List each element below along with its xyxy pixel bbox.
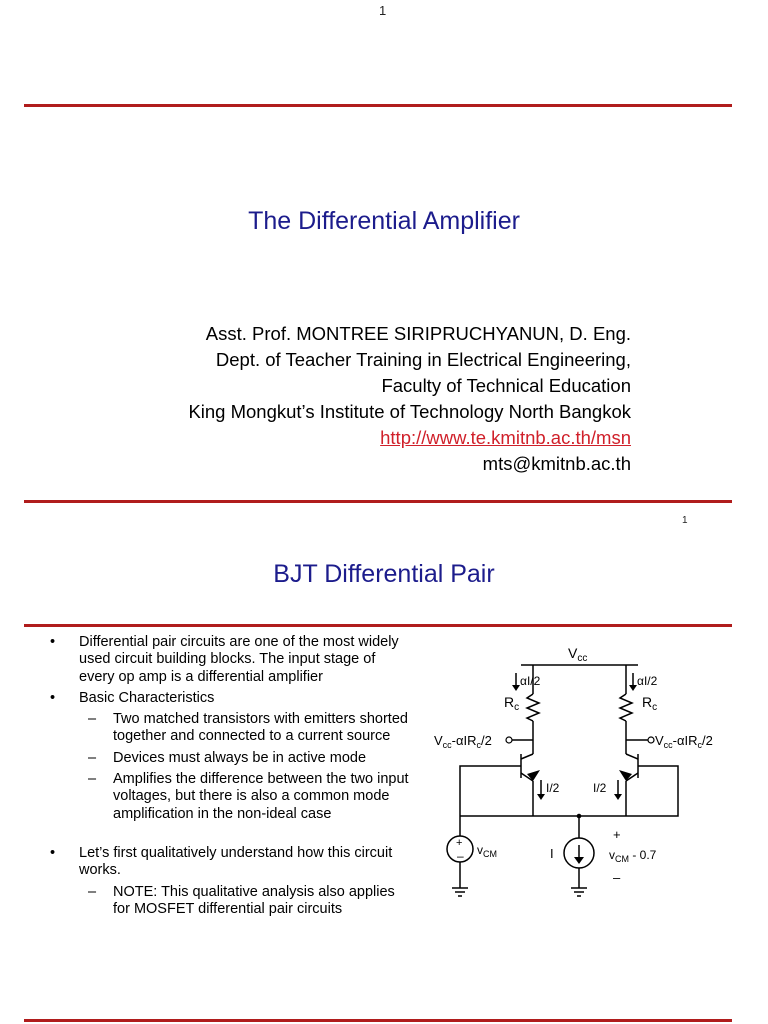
sub-bullet-item: – NOTE: This qualitative analysis also applies for MOSFET differential pair circuits xyxy=(50,884,410,919)
bullet-item: • Let’s first qualitatively understand how this circuit works. xyxy=(50,845,410,880)
bjt-differential-pair-circuit xyxy=(420,640,740,910)
top-rule xyxy=(24,104,732,107)
bullet-item: • Basic Characteristics xyxy=(50,690,410,707)
slide1-bottom-rule xyxy=(24,500,732,503)
svg-text:+: + xyxy=(456,837,463,849)
author-name: Asst. Prof. MONTREE SIRIPRUCHYANUN, D. Eng. xyxy=(205,323,631,344)
bullet-item: • Differential pair circuits are one of the most widely used circuit building blocks. The input stage of every op amp is a differential amplifier xyxy=(50,634,410,686)
sub-bullet-item: – Two matched transistors with emitters shorted together and connected to a current source xyxy=(50,711,410,746)
emitter-current-left: I/2 xyxy=(546,781,560,795)
collector-current-left: αI/2 xyxy=(520,674,541,688)
slide-title-bjt: BJT Differential Pair xyxy=(273,560,495,588)
author-block xyxy=(188,321,631,477)
slide2-title-rule xyxy=(24,624,732,627)
svg-text:–: – xyxy=(457,849,464,863)
tail-minus: – xyxy=(613,870,621,885)
resistor-left-label: $R_c$ xyxy=(504,694,520,713)
author-department: Dept. of Teacher Training in Electrical Engineering, xyxy=(215,349,631,370)
collector-voltage-left: $V_{cc}-\alpha IR_c/2$ xyxy=(434,733,492,750)
slide-title: The Differential Amplifier xyxy=(248,207,520,235)
tail-voltage-label: $v_{CM} - 0.7$ xyxy=(609,848,657,864)
author-institute: King Mongkut’s Institute of Technology North Bangkok xyxy=(188,401,631,422)
source-label: $v_{CM}$ xyxy=(477,843,497,859)
author-email: mts@kmitnb.ac.th xyxy=(482,453,631,474)
slide-footer-number: 1 xyxy=(682,515,688,526)
resistor-right-label: $R_c$ xyxy=(642,694,658,713)
author-faculty: Faculty of Technical Education xyxy=(381,375,631,396)
website-link[interactable]: http://www.te.kmitnb.ac.th/msn xyxy=(380,427,631,448)
page-number: 1 xyxy=(379,3,387,18)
sub-bullet-item: – Devices must always be in active mode xyxy=(50,750,410,767)
collector-voltage-right: $V_{cc}-\alpha IR_c/2$ xyxy=(655,733,713,750)
bullet-list xyxy=(50,634,410,922)
tail-plus: + xyxy=(613,827,621,842)
emitter-current-right: I/2 xyxy=(593,781,607,795)
collector-current-right: αI/2 xyxy=(637,674,658,688)
vcc-label: $V_{cc}$ xyxy=(568,645,588,664)
sub-bullet-item: – Amplifies the difference between the two input voltages, but there is also a common mode amplification in the non-ideal case xyxy=(50,771,410,823)
tail-current-label: I xyxy=(550,846,554,861)
slide2-bottom-rule xyxy=(24,1019,732,1022)
